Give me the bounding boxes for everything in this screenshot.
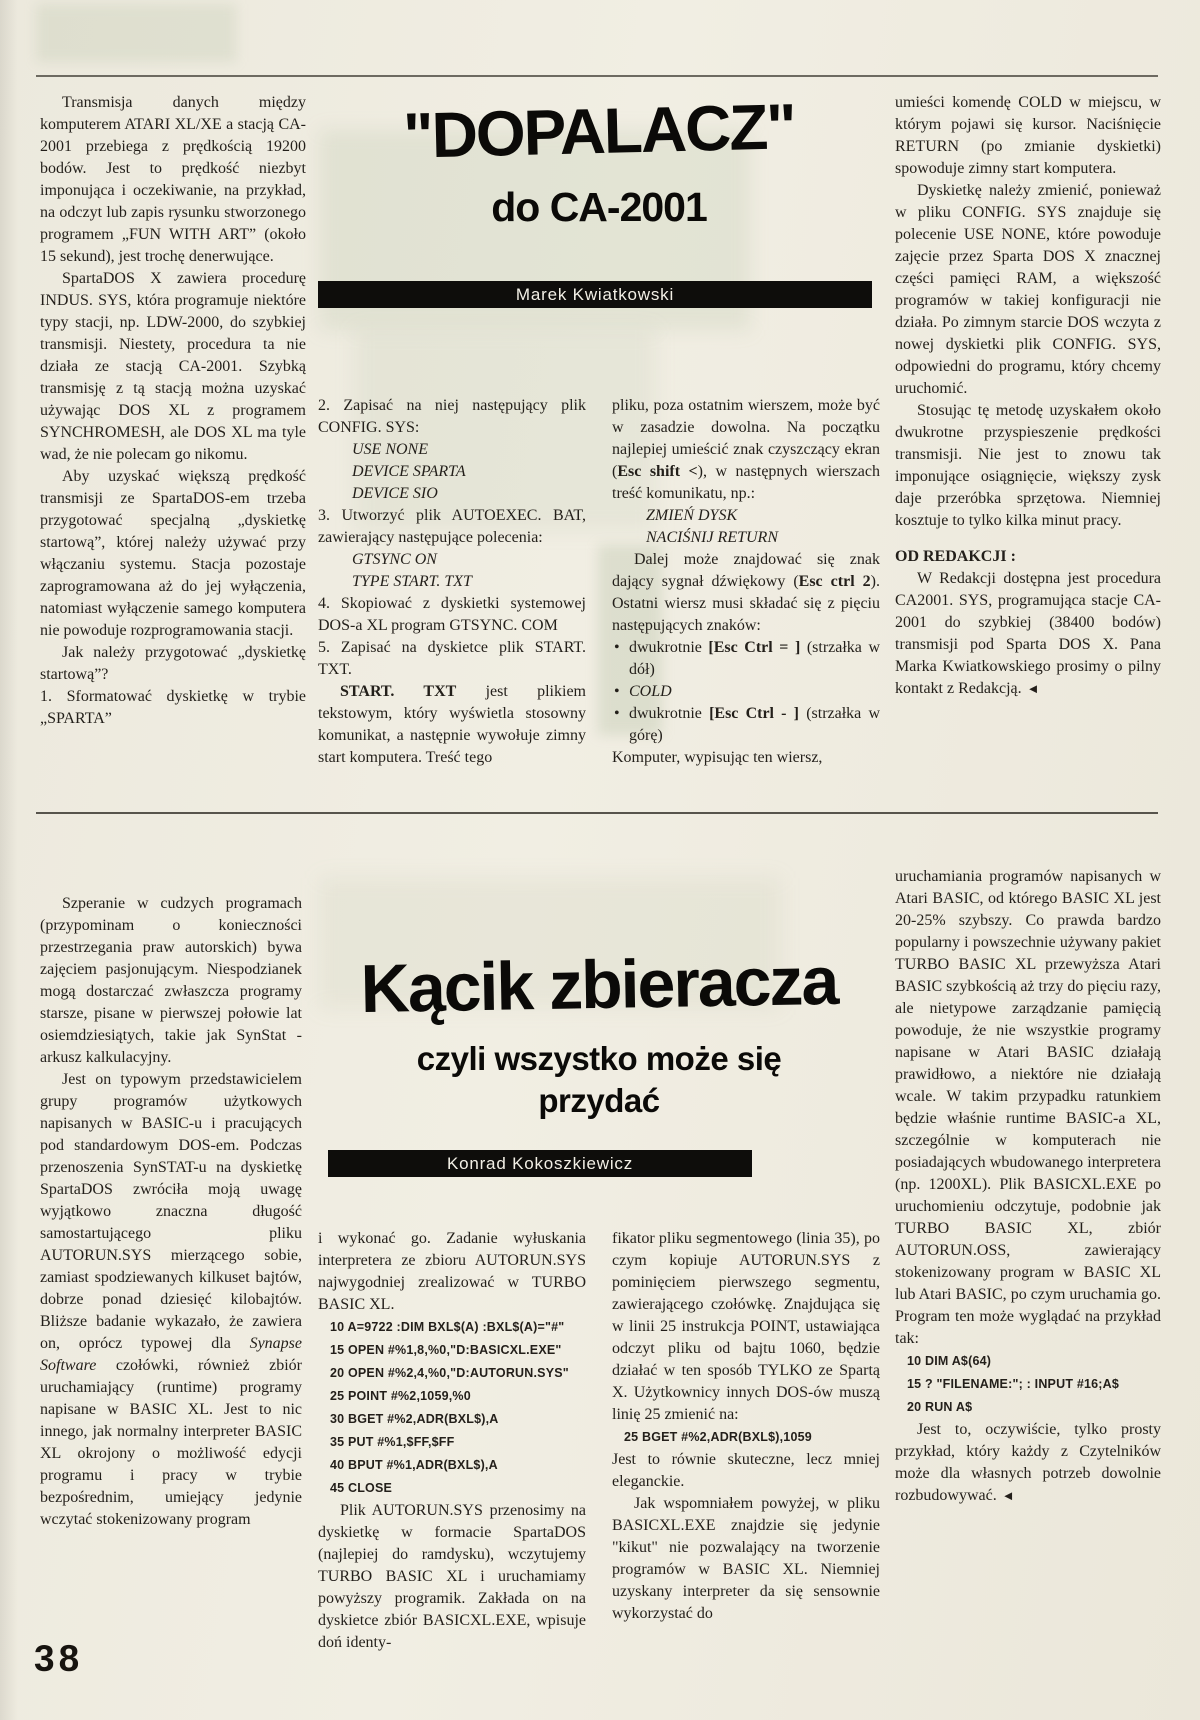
article1-column-right xyxy=(895,92,1161,814)
text-segment: pliku, poza ostatnim wierszem, może być w zasadzie dowolna. Na początku najlepiej umieścić znak czyszczący ekran ( xyxy=(612,397,880,480)
basic-code-line: 45 CLOSE xyxy=(330,1481,393,1495)
paragraph: umieści komendę COLD w miejscu, w którym pojawi się kursor. Naciśnięcie RETURN (po zmianie dyskietki) spowoduje zimny start komputera. xyxy=(895,94,1161,177)
text-segment: jest plikiem tekstowym, który wyświetla stosowny komunikat, a następnie wywołuje zimny start komputera. Treść tego xyxy=(318,683,586,766)
article1-column-middle-1 xyxy=(318,395,586,815)
paragraph: Stosując tę metodę uzyskałem około dwukrotne przyspieszenie prędkości transmisji. Nie jest to znowu tak imponujące osiągnięcie, większy zysk daje przeróbka sprzętowa. Niemniej kosztuje to tylko kilka minut pracy. xyxy=(895,402,1161,529)
paragraph: SpartaDOS X zawiera procedurę INDUS. SYS, która programuje niektóre typy stacji, np. LDW-2000, do szybkiej transmisji. Niestety, procedura ta nie działa ze stacją CA-2001. Szybką transmisję z tą stacją można uzyskać używając DOS XL z programem SYNCHROMESH, ale DOS XL ma tyle wad, że nie polecam go nikomu. xyxy=(40,270,306,463)
article1-column-middle-2 xyxy=(612,395,880,815)
text-segment: dwukrotnie xyxy=(629,639,709,656)
bold-inline: [Esc Ctrl = ] xyxy=(708,639,801,656)
bullet-item xyxy=(612,681,880,703)
command-line: DEVICE SPARTA xyxy=(352,463,466,480)
paragraph xyxy=(612,395,880,505)
basic-code-line: 25 POINT #%2,1059,%0 xyxy=(330,1389,471,1403)
command-line: NACIŚNIJ RETURN xyxy=(646,529,778,546)
article1-author-bar xyxy=(318,281,872,308)
article2-author-bar xyxy=(328,1150,752,1177)
bold-inline: Esc shift < xyxy=(617,463,698,480)
bold-inline: START. TXT xyxy=(340,683,457,700)
bold-inline: [Esc Ctrl - ] xyxy=(709,705,800,722)
paragraph: Aby uzyskać większą prędkość transmisji ze SpartaDOS-em trzeba przygotować specjalną „dyskietkę startową”, której należy używać przy włączaniu systemu. Stacja pozostaje zaprogramowana aż do jej wyłączenia, natomiast wyłączenie samego komputera nie powoduje rozprogramowania stacji. xyxy=(40,468,306,639)
basic-code-line: 20 RUN A$ xyxy=(907,1400,973,1414)
basic-code-line: 25 BGET #%2,ADR(BXL$),1059 xyxy=(624,1430,812,1444)
text-segment: Jest on typowym przedstawicielem grupy programów użytkowych napisanych w BASIC-u i pracujących pod standardowym DOS-em. Podczas przenoszenia SynSTAT-u na dyskietkę SpartaDOS zwróciła moją uwagę wyjątkowo znaczna długość samostartującego pliku AUTORUN.SYS mierzącego sobie, zamiast spodziewanych kilkuset bajtów, dobrze ponad dziesięć kilobajtów. Bliższe badanie wykazało, że zawiera on, oprócz typowej dla xyxy=(40,1071,302,1352)
article1-subtitle: do CA-2001 xyxy=(491,184,707,230)
bold-inline: Esc ctrl 2 xyxy=(798,573,871,590)
article2-author: Konrad Kokoszkiewicz xyxy=(446,1153,634,1173)
article2-column-middle-1 xyxy=(318,1228,586,1698)
article2-title: Kącik zbieracza xyxy=(360,942,838,1028)
article2-subtitle xyxy=(318,1038,880,1122)
paragraph: uruchamiania programów napisanych w Atari BASIC, od którego BASIC XL jest 20-25% szybszy. Co prawda bardzo popularny i powszechnie używany pakiet TURBO BASIC XL przewyższa Atari BASIC szybkością aż trzy do pięciu razy, ale nietypowe zarządzanie pamięcią powoduje, że nie wszystkie programy napisane w Atari BASIC działają prawidłowo, a niektóre nie działają wcale. W takim przypadku ratunkiem będzie właśnie runtime BASIC-a XL, szczególnie w komputerach nie posiadających wbudowanego interpretera (np. 1200XL). Plik BASICXL.EXE po uruchomieniu odczytuje, podobnie jak TURBO BASIC XL, zbiór AUTORUN.OSS, zawierający stokenizowany program w BASIC XL lub Atari BASIC, po czym uruchamia go. Program ten może wyglądać na przykład tak: xyxy=(895,868,1161,1347)
article1-author: Marek Kwiatkowski xyxy=(515,284,675,304)
basic-code-line: 40 BPUT #%1,ADR(BXL$),A xyxy=(330,1458,498,1472)
step-item: 3. Utworzyć plik AUTOEXEC. BAT, zawierający następujące polecenia: xyxy=(318,507,586,546)
basic-code-line: 20 OPEN #%2,4,%0,"D:AUTORUN.SYS" xyxy=(330,1366,569,1380)
command-line: GTSYNC ON xyxy=(352,551,437,568)
paragraph: Szperanie w cudzych programach (przypominam o konieczności przestrzegania praw autorskich) bywa zajęciem pasjonującym. Niespodzianek mogą dostarczać zwłaszcza programy starsze, pisane w pierwszej połowie lat osiemdziesiątych, takie jak SynStat - arkusz kalkulacyjny. xyxy=(40,895,302,1066)
paragraph xyxy=(40,1069,302,1531)
step-item: 2. Zapisać na niej następujący plik CONFIG. SYS: xyxy=(318,397,586,436)
step-item: 4. Skopiować z dyskietki systemowej DOS-a XL program GTSYNC. COM xyxy=(318,595,586,634)
paragraph: Plik AUTORUN.SYS przenosimy na dyskietkę w formacie SpartaDOS (najlepiej do ramdysku), wczytujemy TURBO BASIC XL i uruchamiamy powyższy programik. Zakłada on na dyskietce zbiór BASICXL.EXE, wpisuje doń identy- xyxy=(318,1502,586,1651)
basic-code-line: 30 BGET #%2,ADR(BXL$),A xyxy=(330,1412,499,1426)
article2-column-left xyxy=(40,893,302,1609)
paragraph: Jak należy przygotować „dyskietkę startową”? xyxy=(40,644,306,683)
text-segment: Jest to, oczywiście, tylko prosty przykład, który każdy z Czytelników może dla własnych potrzeb dowolnie rozbudowywać. xyxy=(895,1421,1161,1504)
step-item: 5. Zapisać na dyskietce plik START. TXT. xyxy=(318,639,586,678)
basic-code-line: 15 OPEN #%1,8,%0,"D:BASICXL.EXE" xyxy=(330,1343,562,1357)
article1-column-left xyxy=(40,92,306,814)
paragraph xyxy=(895,568,1161,700)
bullet-icon: • xyxy=(614,683,620,700)
scan-ghost xyxy=(36,4,236,62)
paragraph xyxy=(318,681,586,769)
paragraph: fikator pliku segmentowego (linia 35), po czym kopiuje AUTORUN.SYS z pominięciem pierwszego segmentu, zawierającego czołówkę. Znajdująca się w linii 25 instrukcja POINT, ustawiająca odczyt pliku od bajtu 1060, będzie działać w ten sposób TYLKO ze Spartą X. Użytkownicy innych DOS-ów muszą linię 25 zmienić na: xyxy=(612,1230,880,1423)
paragraph: i wykonać go. Zadanie wyłuskania interpretera ze zbioru AUTORUN.SYS najwygodniej zrealizować w TURBO BASIC XL. xyxy=(318,1230,586,1313)
article2-subtitle-text: czyli wszystko może się przydać xyxy=(416,1040,782,1119)
paragraph xyxy=(612,549,880,637)
paragraph: Transmisja danych między komputerem ATARI XL/XE a stacją CA-2001 przebiega z prędkością 19200 bodów. Jest to prędkość niezbyt imponująca i oczekiwanie, na przykład, na odczyt lub zapis rysunku stworzonego programem „FUN WITH ART” (około 15 sekund), jest trochę denerwujące. xyxy=(40,94,306,265)
italic-inline: Synapse Software xyxy=(40,1335,302,1374)
paragraph: Dyskietkę należy zmienić, ponieważ w pliku CONFIG. SYS znajduje się polecenie USE NONE, które powoduje zajęcie przez Sparta DOS X znacznej części pamięci RAM, a większość programów w takiej konfiguracji nie działa. Po zimnym starcie DOS wczyta z nowej dyskietki plik CONFIG. SYS, odpowiedni do programu, który chcemy uruchomić. xyxy=(895,182,1161,397)
paragraph: Komputer, wypisując ten wiersz, xyxy=(612,749,823,766)
paragraph xyxy=(895,1419,1161,1507)
step-item: 1. Sformatować dyskietkę w trybie „SPARTA” xyxy=(40,688,306,727)
article2-column-middle-2 xyxy=(612,1228,880,1688)
basic-code-line: 35 PUT #%1,$FF,$FF xyxy=(330,1435,455,1449)
end-of-article-icon: ◄ xyxy=(1001,1488,1015,1503)
bullet-item xyxy=(612,703,880,747)
editorial-heading: OD REDAKCJI : xyxy=(895,548,1016,565)
italic-inline: COLD xyxy=(629,683,672,700)
scan-edge-shadow xyxy=(0,0,18,1720)
article2-column-right xyxy=(895,866,1161,1666)
text-segment: dwukrotnie xyxy=(629,705,710,722)
paragraph: Jest to równie skuteczne, lecz mniej eleganckie. xyxy=(612,1451,880,1490)
basic-code-line: 10 DIM A$(64) xyxy=(907,1354,992,1368)
command-line: ZMIEŃ DYSK xyxy=(646,507,738,524)
text-segment: (strzałka w dół) xyxy=(629,639,880,678)
top-rule xyxy=(36,75,1158,77)
text-segment: ). Ostatni wiersz musi składać się z pięciu następujących znaków: xyxy=(612,573,880,634)
command-line: DEVICE SIO xyxy=(352,485,438,502)
bullet-icon: • xyxy=(614,705,620,722)
page-number: 38 xyxy=(34,1638,84,1679)
bullet-item xyxy=(612,637,880,681)
article1-title: "DOPALACZ" xyxy=(402,90,796,172)
bullet-icon: • xyxy=(614,639,620,656)
paragraph: Jak wspomniałem powyżej, w pliku BASICXL.EXE znajdzie się jedynie "kikut" nie pozwalający na tworzenie programów w BASIC XL. Niemniej uzyskany interpreter da się sensownie wykorzystać do xyxy=(612,1495,880,1622)
end-of-article-icon: ◄ xyxy=(1026,681,1040,696)
text-segment: ), w następnych wierszach treść komunikatu, np.: xyxy=(612,463,880,502)
command-line: USE NONE xyxy=(352,441,428,458)
command-line: TYPE START. TXT xyxy=(352,573,472,590)
basic-code-line: 10 A=9722 :DIM BXL$(A) :BXL$(A)="#" xyxy=(330,1320,565,1334)
text-segment: W Redakcji dostępna jest procedura CA2001. SYS, programująca stacje CA-2001 do szybkiej (38400 bodów) transmisji pod Sparta DOS X. Pana Marka Kwiatkowskiego prosimy o pilny kontakt z Redakcją. xyxy=(895,570,1161,697)
text-segment: czołówki, również zbiór uruchamiający (runtime) programy napisane w BASIC XL. Jest to nic innego, jak normalny interpreter BASIC XL okrojony o możliwość edycji programu i pracy w trybie bezpośrednim, umiejący jedynie wczytać stokenizowany program xyxy=(40,1357,302,1528)
basic-code-line: 15 ? "FILENAME:"; : INPUT #16;A$ xyxy=(907,1377,1120,1391)
text-segment: Dalej może znajdować się znak dający sygnał dźwiękowy ( xyxy=(612,551,880,590)
text-segment: (strzałka w górę) xyxy=(629,705,880,744)
